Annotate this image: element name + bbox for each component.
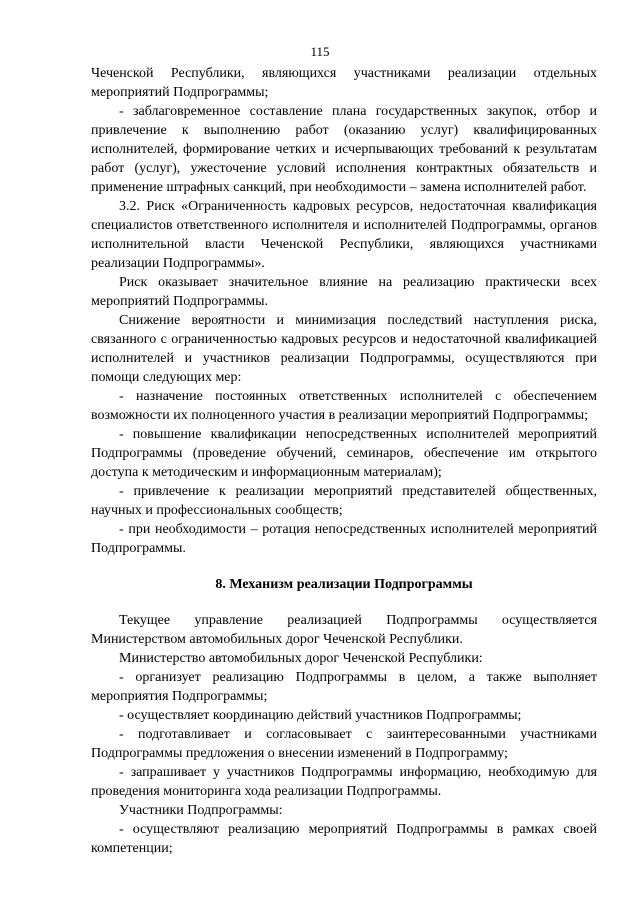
paragraph: Участники Подпрограммы: (119, 803, 283, 818)
paragraph: - заблаговременное составление плана государственных закупок, отбор и привлечение к выполнению работ (оказанию услуг) квалифицированных исполнителей, формирование четких и исчерпывающих требований к результатам работ (услуг), ужесточение условий исполнения контрактных обязательств и применение штрафных санкций, при необходимости – замена исполнителей работ. (91, 104, 597, 195)
paragraph: Текущее управление реализацией Подпрограммы осуществляется Министерством автомобильных дорог Чеченской Республики. (91, 613, 597, 647)
paragraph: - подготавливает и согласовывает с заинтересованными участниками Подпрограммы предложения о внесении изменений в Подпрограмму; (91, 727, 597, 761)
section-mechanism-text (91, 611, 597, 858)
paragraph: Чеченской Республики, являющихся участниками реализации отдельных мероприятий Подпрограммы; (91, 66, 597, 100)
paragraph: - назначение постоянных ответственных исполнителей с обеспечением возможности их полноценного участия в реализации мероприятий Подпрограммы; (91, 389, 597, 423)
paragraph: Министерство автомобильных дорог Чеченской Республики: (119, 651, 483, 666)
paragraph: Снижение вероятности и минимизация последствий наступления риска, связанного с ограниченностью кадровых ресурсов и недостаточной квалификацией исполнителей и участников реализации Подпрограммы, осуществляются при помощи следующих мер: (91, 313, 597, 385)
section-heading: 8. Механизм реализации Подпрограммы (215, 577, 473, 592)
page-number: 115 (310, 44, 330, 59)
paragraph: Риск оказывает значительное влияние на реализацию практически всех мероприятий Подпрограммы. (91, 275, 597, 309)
paragraph: - осуществляют реализацию мероприятий Подпрограммы в рамках своей компетенции; (91, 822, 597, 856)
paragraph: - осуществляет координацию действий участников Подпрограммы; (119, 708, 522, 723)
paragraph: - организует реализацию Подпрограммы в целом, а также выполняет мероприятия Подпрограммы; (91, 670, 597, 704)
paragraph: - повышение квалификации непосредственных исполнителей мероприятий Подпрограммы (проведение обучений, семинаров, обеспечение им открытого доступа к методическим и информационным материалам); (91, 427, 597, 480)
section-risks-text (91, 64, 597, 558)
paragraph: 3.2. Риск «Ограниченность кадровых ресурсов, недостаточная квалификация специалистов ответственного исполнителя и исполнителей Подпрограммы, органов исполнительной власти Чеченской Республики, являющихся участниками реализации Подпрограммы». (91, 199, 597, 271)
paragraph: - привлечение к реализации мероприятий представителей общественных, научных и профессиональных сообществ; (91, 484, 597, 518)
document-body (91, 64, 597, 858)
paragraph: - при необходимости – ротация непосредственных исполнителей мероприятий Подпрограммы. (91, 522, 597, 556)
paragraph: - запрашивает у участников Подпрограммы информацию, необходимую для проведения мониторинга хода реализации Подпрограммы. (91, 765, 597, 799)
